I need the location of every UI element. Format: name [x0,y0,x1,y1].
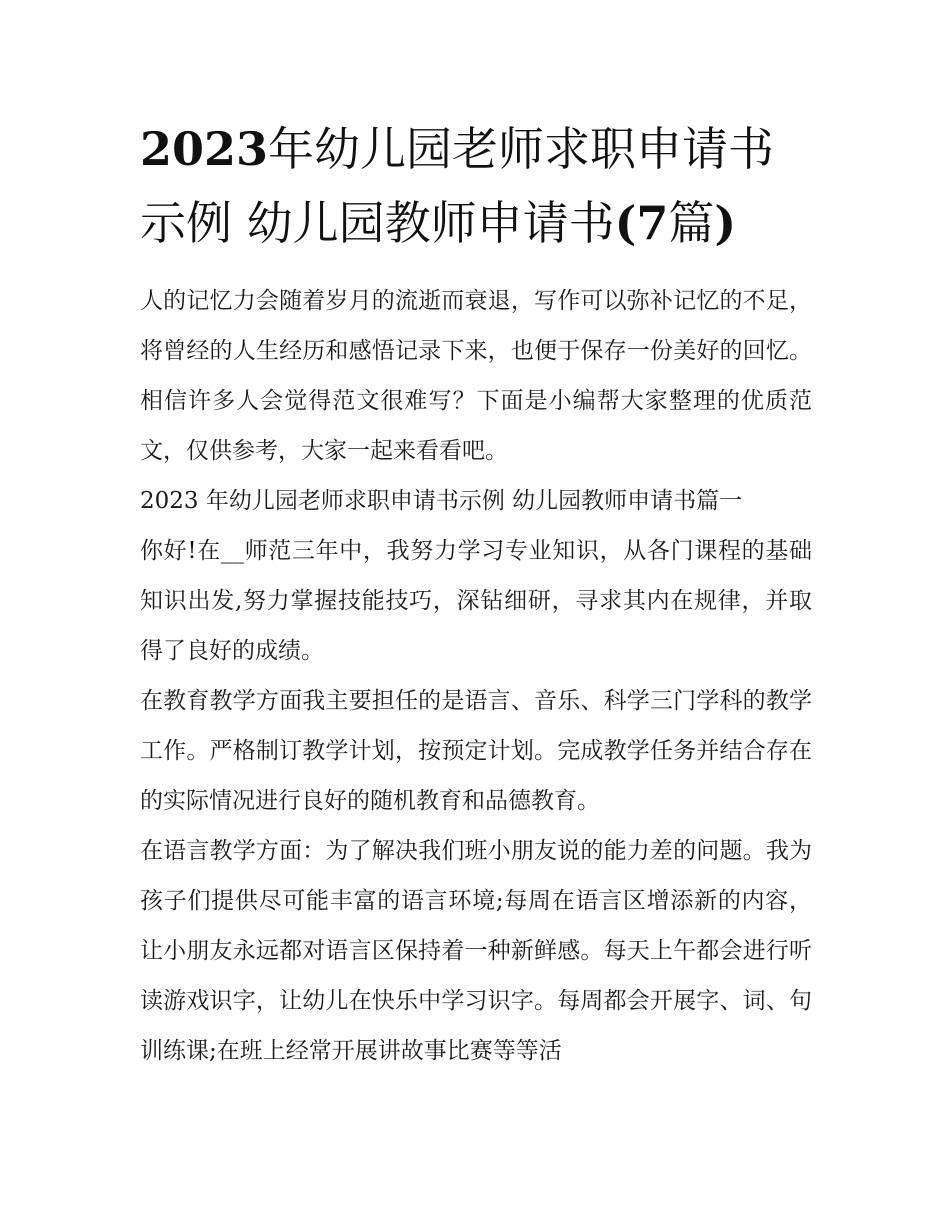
title-count-open: (7 [614,196,669,250]
section-heading: 2023 年幼儿园老师求职申请书示例 幼儿园教师申请书篇一 [140,488,743,514]
document-title [140,112,820,260]
intro-paragraph: 人的记忆力会随着岁月的流逝而衰退，写作可以弥补记忆的不足，将曾经的人生经历和感悟记录下来，也便于保存一份美好的回忆。相信许多人会觉得范文很难写？下面是小编帮大家整理的优质范文，仅供参考，大家一起来看看吧。 [140,288,812,464]
document-body [140,276,812,1076]
title-main-text: 年幼儿园老师求职申请书示例 幼儿园教师申请书 [140,122,775,250]
body-paragraph-language: 在语言教学方面：为了解决我们班小朋友说的能力差的问题。我为孩子们提供尽可能丰富的语言环境;每周在语言区增添新的内容，让小朋友永远都对语言区保持着一种新鲜感。每天上午都会进行听读游戏识字，让幼儿在快乐中学习识字。每周都会开展字、词、句训练课;在班上经常开展讲故事比赛等等活 [140,838,812,1064]
title-year: 2023 [140,122,269,176]
body-paragraph-greeting: 你好!在__师范三年中，我努力学习专业知识，从各门课程的基础知识出发,努力掌握技能技巧，深钻细研，寻求其内在规律，并取得了良好的成绩。 [140,538,812,664]
title-count-unit: 篇 [668,196,715,250]
body-paragraph-teaching: 在教育教学方面我主要担任的是语言、音乐、科学三门学科的教学工作。严格制订教学计划，按预定计划。完成教学任务并结合存在的实际情况进行良好的随机教育和品德教育。 [140,688,812,814]
title-count-close: ) [714,196,737,250]
